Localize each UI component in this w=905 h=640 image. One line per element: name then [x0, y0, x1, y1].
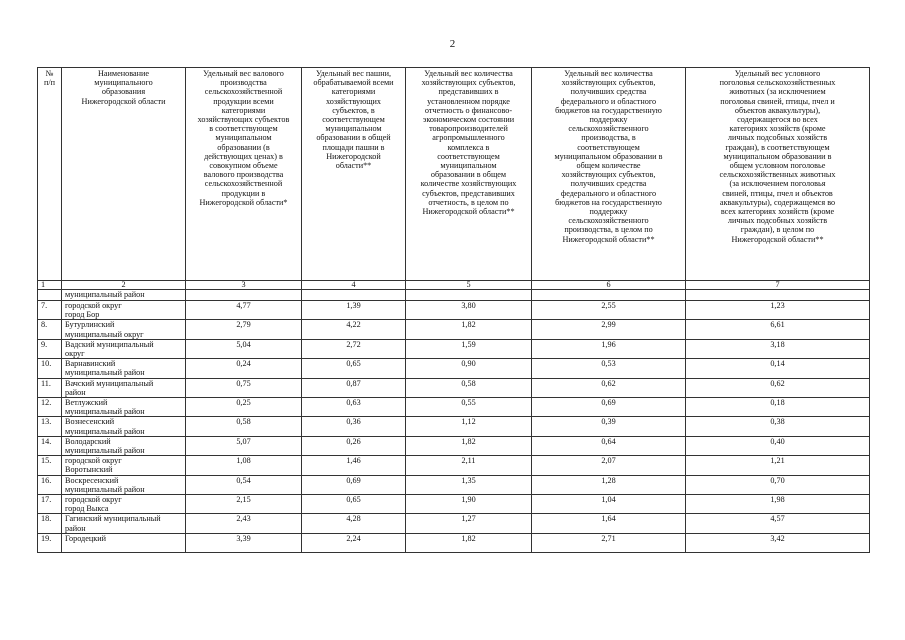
livestock-share: 3,42	[686, 533, 870, 552]
reporting-entities-share: 1,35	[406, 475, 532, 494]
reporting-entities-share: 1,90	[406, 495, 532, 514]
livestock-share: 0,40	[686, 436, 870, 455]
row-number: 14.	[38, 436, 62, 455]
arable-land-share: 0,69	[302, 475, 406, 494]
table-row	[38, 378, 870, 397]
table-row	[38, 436, 870, 455]
gross-production-share: 4,77	[186, 301, 302, 320]
municipality-name: Володарский муниципальный район	[62, 436, 186, 455]
municipality-name: Ветлужский муниципальный район	[62, 398, 186, 417]
arable-land-share: 0,63	[302, 398, 406, 417]
gross-production-share: 0,75	[186, 378, 302, 397]
arable-land-share: 0,26	[302, 436, 406, 455]
header-municipality: Наименование муниципального образования Нижегородской области	[62, 68, 186, 281]
reporting-entities-share: 3,80	[406, 301, 532, 320]
state-support-share: 2,71	[532, 533, 686, 552]
state-support-share: 0,62	[532, 378, 686, 397]
column-number: 2	[62, 281, 186, 290]
continuation-row	[38, 290, 870, 301]
gross-production-share: 0,25	[186, 398, 302, 417]
row-number: 8.	[38, 320, 62, 339]
state-support-share: 0,64	[532, 436, 686, 455]
reporting-entities-share: 1,82	[406, 533, 532, 552]
municipality-name: Вадский муниципальный округ	[62, 339, 186, 358]
row-number: 10.	[38, 359, 62, 378]
gross-production-share: 5,07	[186, 436, 302, 455]
column-number-row	[38, 281, 870, 290]
state-support-share: 1,28	[532, 475, 686, 494]
gross-production-share: 0,24	[186, 359, 302, 378]
table-row	[38, 398, 870, 417]
state-support-share: 2,07	[532, 456, 686, 475]
reporting-entities-share: 2,11	[406, 456, 532, 475]
arable-land-share: 0,36	[302, 417, 406, 436]
state-support-share: 0,53	[532, 359, 686, 378]
table-row	[38, 533, 870, 552]
state-support-share: 1,64	[532, 514, 686, 533]
reporting-entities-share: 1,82	[406, 320, 532, 339]
gross-production-share: 1,08	[186, 456, 302, 475]
gross-production-share: 2,43	[186, 514, 302, 533]
gross-production-share: 5,04	[186, 339, 302, 358]
reporting-entities-share: 1,27	[406, 514, 532, 533]
arable-land-share: 4,28	[302, 514, 406, 533]
arable-land-share: 1,39	[302, 301, 406, 320]
row-number: 16.	[38, 475, 62, 494]
municipality-name: городской округ город Бор	[62, 301, 186, 320]
row-number: 19.	[38, 533, 62, 552]
row-number: 12.	[38, 398, 62, 417]
arable-land-share: 2,72	[302, 339, 406, 358]
header-arable-land-share: Удельный вес пашни, обрабатываемой всеми категориями хозяйствующих субъектов, в соответствующем муниципальном образовании в общей площади пашни в Нижегородской области**	[302, 68, 406, 281]
livestock-share: 3,18	[686, 339, 870, 358]
column-number: 5	[406, 281, 532, 290]
reporting-entities-share: 0,55	[406, 398, 532, 417]
reporting-entities-share: 0,58	[406, 378, 532, 397]
livestock-share: 0,70	[686, 475, 870, 494]
livestock-share: 4,57	[686, 514, 870, 533]
table-row	[38, 495, 870, 514]
gross-production-share: 3,39	[186, 533, 302, 552]
gross-production-share: 2,15	[186, 495, 302, 514]
header-reporting-entities-share: Удельный вес количества хозяйствующих субъектов, представивших в установленном порядке отчетность о финансово- экономическом состоянии товаропроизводителей агропромышленного комплекса в соответствующем муниципальном образовании в общем количестве хозяйствующих субъектов, представивших отчетность, в целом по Нижегородской области**	[406, 68, 532, 281]
page-number: 2	[449, 38, 456, 50]
table-row	[38, 456, 870, 475]
livestock-share: 0,14	[686, 359, 870, 378]
row-number: 18.	[38, 514, 62, 533]
row-number: 9.	[38, 339, 62, 358]
municipality-name: Воскресенский муниципальный район	[62, 475, 186, 494]
gross-production-share: 2,79	[186, 320, 302, 339]
state-support-share: 0,39	[532, 417, 686, 436]
livestock-share: 0,18	[686, 398, 870, 417]
table-row	[38, 320, 870, 339]
municipality-name: Варнавинский муниципальный район	[62, 359, 186, 378]
reporting-entities-share: 1,82	[406, 436, 532, 455]
column-number: 4	[302, 281, 406, 290]
column-number: 7	[686, 281, 870, 290]
indicator-table	[37, 67, 870, 553]
municipality-name: Гагинский муниципальный район	[62, 514, 186, 533]
arable-land-share: 0,65	[302, 495, 406, 514]
municipality-name: Вознесенский муниципальный район	[62, 417, 186, 436]
arable-land-share: 2,24	[302, 533, 406, 552]
livestock-share: 0,62	[686, 378, 870, 397]
column-number: 3	[186, 281, 302, 290]
arable-land-share: 4,22	[302, 320, 406, 339]
municipality-name: городской округ Воротынский	[62, 456, 186, 475]
livestock-share: 0,38	[686, 417, 870, 436]
gross-production-share: 0,54	[186, 475, 302, 494]
arable-land-share: 1,46	[302, 456, 406, 475]
livestock-share: 1,21	[686, 456, 870, 475]
header-gross-production-share: Удельный вес валового производства сельскохозяйственной продукции всеми категориями хозяйствующих субъектов в соответствующем муниципальном образовании (в действующих ценах) в совокупном объеме валового производства сельскохозяйственной продукции в Нижегородской области*	[186, 68, 302, 281]
livestock-share: 6,61	[686, 320, 870, 339]
header-number: № п/п	[38, 68, 62, 281]
reporting-entities-share: 1,12	[406, 417, 532, 436]
header-row	[38, 68, 870, 281]
table-row	[38, 339, 870, 358]
row-number: 7.	[38, 301, 62, 320]
state-support-share: 1,96	[532, 339, 686, 358]
municipality-name: Бутурлинский муниципальный округ	[62, 320, 186, 339]
state-support-share: 2,55	[532, 301, 686, 320]
state-support-share: 1,04	[532, 495, 686, 514]
arable-land-share: 0,65	[302, 359, 406, 378]
table-row	[38, 417, 870, 436]
arable-land-share: 0,87	[302, 378, 406, 397]
header-state-support-share: Удельный вес количества хозяйствующих субъектов, получивших средства федерального и областного бюджетов на государственную поддержку сельскохозяйственного производства, в соответствующем муниципальном образовании в общем количестве хозяйствующих субъектов, получивших средства федерального и областного бюджетов на государственную поддержку сельскохозяйственного производства, в целом по Нижегородской области**	[532, 68, 686, 281]
gross-production-share: 0,58	[186, 417, 302, 436]
continuation-text: муниципальный район	[62, 290, 186, 301]
table-row	[38, 514, 870, 533]
column-number: 1	[38, 281, 62, 290]
header-livestock-share: Удельный вес условного поголовья сельскохозяйственных животных (за исключением поголовья свиней, птицы, пчел и объектов аквакультуры), содержащегося во всех категориях хозяйств (кроме личных подсобных хозяйств граждан), в соответствующем муниципальном образовании в общем условном поголовье сельскохозяйственных животных (за исключением поголовья свиней, птицы, пчел и объектов аквакультуры), содержащемся во всех категориях хозяйств (кроме личных подсобных хозяйств граждан), в целом по Нижегородской области**	[686, 68, 870, 281]
state-support-share: 0,69	[532, 398, 686, 417]
row-number: 17.	[38, 495, 62, 514]
reporting-entities-share: 0,90	[406, 359, 532, 378]
table-row	[38, 301, 870, 320]
municipality-name: городской округ город Выкса	[62, 495, 186, 514]
table-row	[38, 475, 870, 494]
municipality-name: Городецкий	[62, 533, 186, 552]
municipality-name: Вачский муниципальный район	[62, 378, 186, 397]
reporting-entities-share: 1,59	[406, 339, 532, 358]
livestock-share: 1,23	[686, 301, 870, 320]
column-number: 6	[532, 281, 686, 290]
table-row	[38, 359, 870, 378]
row-number: 15.	[38, 456, 62, 475]
livestock-share: 1,98	[686, 495, 870, 514]
row-number: 13.	[38, 417, 62, 436]
state-support-share: 2,99	[532, 320, 686, 339]
row-number: 11.	[38, 378, 62, 397]
